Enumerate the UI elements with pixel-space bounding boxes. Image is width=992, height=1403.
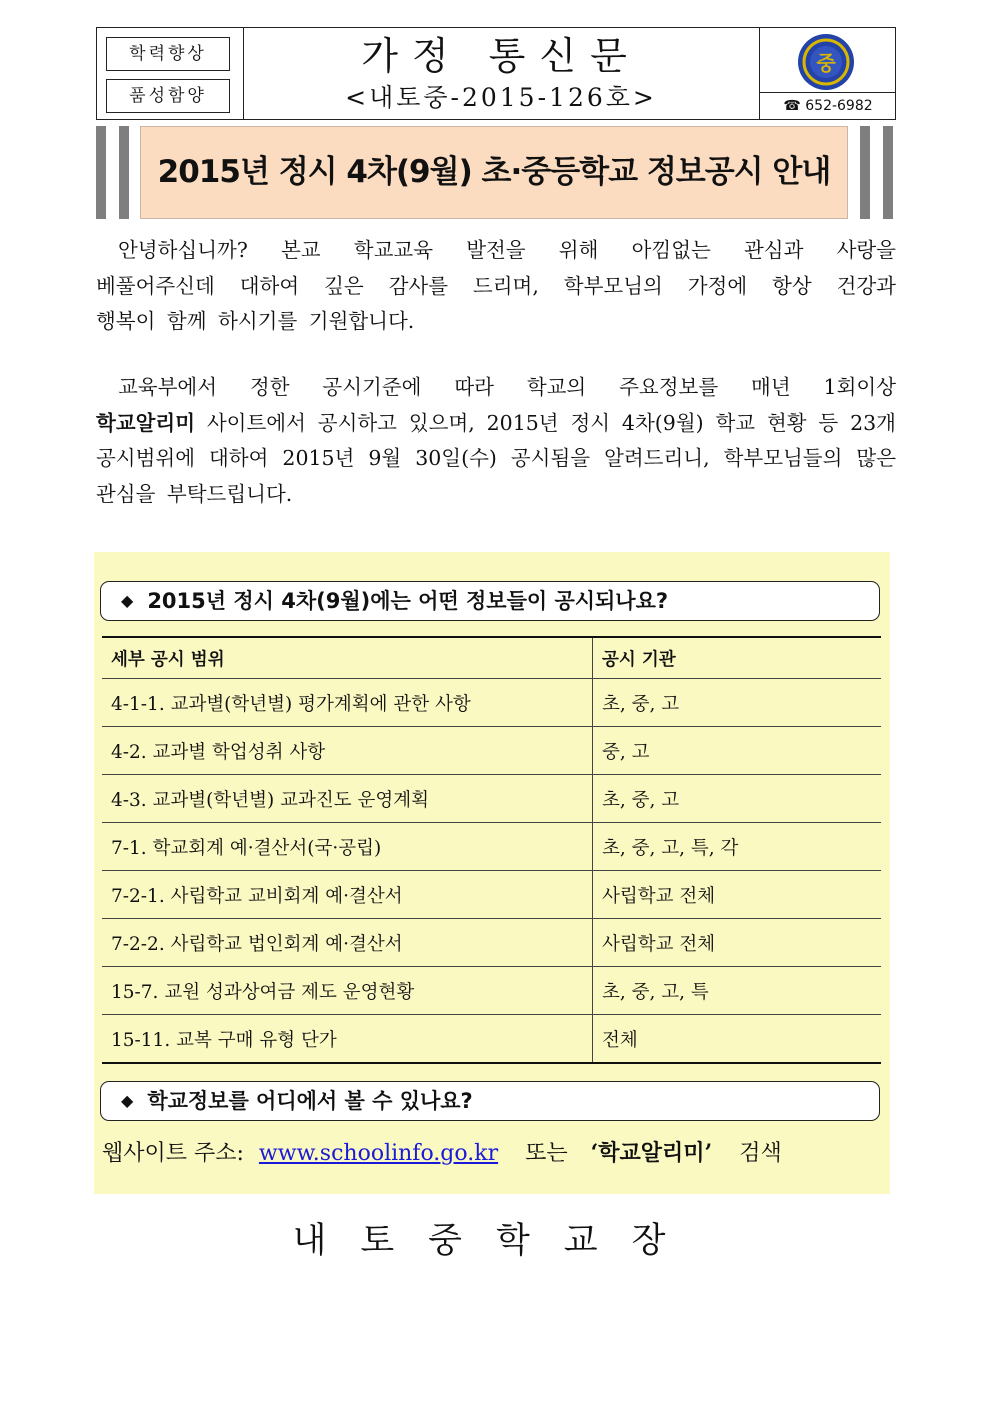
- table-cell-scope: 7-2-1. 사립학교 교비회계 예·결산서: [102, 871, 593, 919]
- notice-line: 관심을 부탁드립니다.: [96, 481, 293, 506]
- motto-academic: 학력향상: [106, 37, 230, 71]
- question-text: 학교정보를 어디에서 볼 수 있나요?: [147, 1089, 473, 1113]
- phone-number: 652-6982: [805, 98, 873, 114]
- greeting-line: 베풀어주신데 대하여 깊은 감사를 드리며, 학부모님의 가정에 항상 건강과: [96, 273, 896, 298]
- table-cell-scope: 7-2-2. 사립학교 법인회계 예·결산서: [102, 919, 593, 967]
- table-row: [102, 679, 881, 727]
- notice-line-text: 사이트에서 공시하고 있으며, 2015년 정시 4차(9월) 학교 현황 등 23개: [195, 410, 896, 435]
- table-cell-agency: 초, 중, 고: [593, 775, 882, 823]
- table-cell-agency: 초, 중, 고, 특, 각: [593, 823, 882, 871]
- phone-number-line: [760, 92, 896, 119]
- greeting-line: 행복이 함께 하시기를 기원합니다.: [96, 309, 415, 333]
- table-row: [102, 727, 881, 775]
- search-keyword: ‘학교알리미’: [590, 1140, 713, 1166]
- motto-panel: [97, 28, 244, 119]
- table-header-scope: 세부 공시 범위: [102, 637, 593, 679]
- table-row: [102, 775, 881, 823]
- notice-paragraph: [96, 370, 896, 512]
- announcement-banner: 2015년 정시 4차(9월) 초·중등학교 정보공시 안내: [140, 126, 848, 219]
- newsletter-header: [96, 27, 896, 120]
- table-cell-agency: 중, 고: [593, 727, 882, 775]
- table-header-agency: 공시 기관: [593, 637, 882, 679]
- table-cell-scope: 4-2. 교과별 학업성취 사항: [102, 727, 593, 775]
- notice-line: [96, 406, 896, 442]
- notice-line: 공시범위에 대하여 2015년 9월 30일(수) 공시됨을 알려드리니, 학부모님들의 많은: [96, 446, 896, 470]
- schoolinfo-link[interactable]: www.schoolinfo.go.kr: [258, 1141, 499, 1166]
- diamond-bullet-icon: ◆: [121, 591, 134, 610]
- decor-bar-left-outer: [96, 126, 106, 219]
- motto-character: 품성함양: [106, 79, 230, 113]
- question-box-where: [100, 1081, 880, 1121]
- search-text: 검색: [739, 1141, 782, 1166]
- question-box-disclosure: [100, 581, 880, 621]
- logo-panel: [759, 28, 896, 119]
- issue-number: <내토중-2015-126호>: [345, 83, 657, 112]
- table-row: [102, 823, 881, 871]
- diamond-bullet-icon: ◆: [121, 1091, 134, 1110]
- table-row: [102, 967, 881, 1015]
- greeting-paragraph: [96, 233, 896, 340]
- table-cell-agency: 초, 중, 고, 특: [593, 967, 882, 1015]
- decor-bar-left-inner: [119, 126, 129, 219]
- table-cell-scope: 4-1-1. 교과별(학년별) 평가계획에 관한 사항: [102, 679, 593, 727]
- table-cell-agency: 사립학교 전체: [593, 871, 882, 919]
- info-box: [94, 552, 890, 1194]
- question-text: 2015년 정시 4차(9월)에는 어떤 정보들이 공시되나요?: [147, 589, 669, 613]
- greeting-line: 안녕하십니까? 본교 학교교육 발전을 위해 아낌없는 관심과 사랑을: [118, 238, 896, 262]
- notice-line: 교육부에서 정한 공시기준에 따라 학교의 주요정보를 매년 1회이상: [118, 375, 896, 399]
- table-row: [102, 919, 881, 967]
- emblem-character: 중: [816, 51, 836, 75]
- table-row: [102, 871, 881, 919]
- table-cell-agency: 초, 중, 고: [593, 679, 882, 727]
- table-header-row: [102, 637, 881, 679]
- website-label: 웹사이트 주소:: [102, 1141, 244, 1166]
- or-text: 또는: [525, 1141, 568, 1166]
- schoolinfo-site-name: 학교알리미: [96, 410, 196, 435]
- table-cell-scope: 7-1. 학교회계 예·결산서(국·공립): [102, 823, 593, 871]
- table-cell-scope: 15-11. 교복 구매 유형 단가: [102, 1015, 593, 1064]
- table-cell-agency: 사립학교 전체: [593, 919, 882, 967]
- school-emblem-icon: [796, 32, 856, 92]
- telephone-icon: ☎: [783, 98, 801, 114]
- decor-bar-right-outer: [883, 126, 893, 219]
- table-cell-agency: 전체: [593, 1015, 882, 1064]
- decor-bar-right-inner: [860, 126, 870, 219]
- table-row: [102, 1015, 881, 1064]
- newsletter-title: 가정 통신문: [361, 34, 641, 78]
- disclosure-table: [102, 636, 881, 1064]
- website-line: [102, 1136, 782, 1167]
- principal-signature: 내토중학교장: [292, 1221, 700, 1261]
- table-cell-scope: 15-7. 교원 성과상여금 제도 운영현황: [102, 967, 593, 1015]
- table-cell-scope: 4-3. 교과별(학년별) 교과진도 운영계획: [102, 775, 593, 823]
